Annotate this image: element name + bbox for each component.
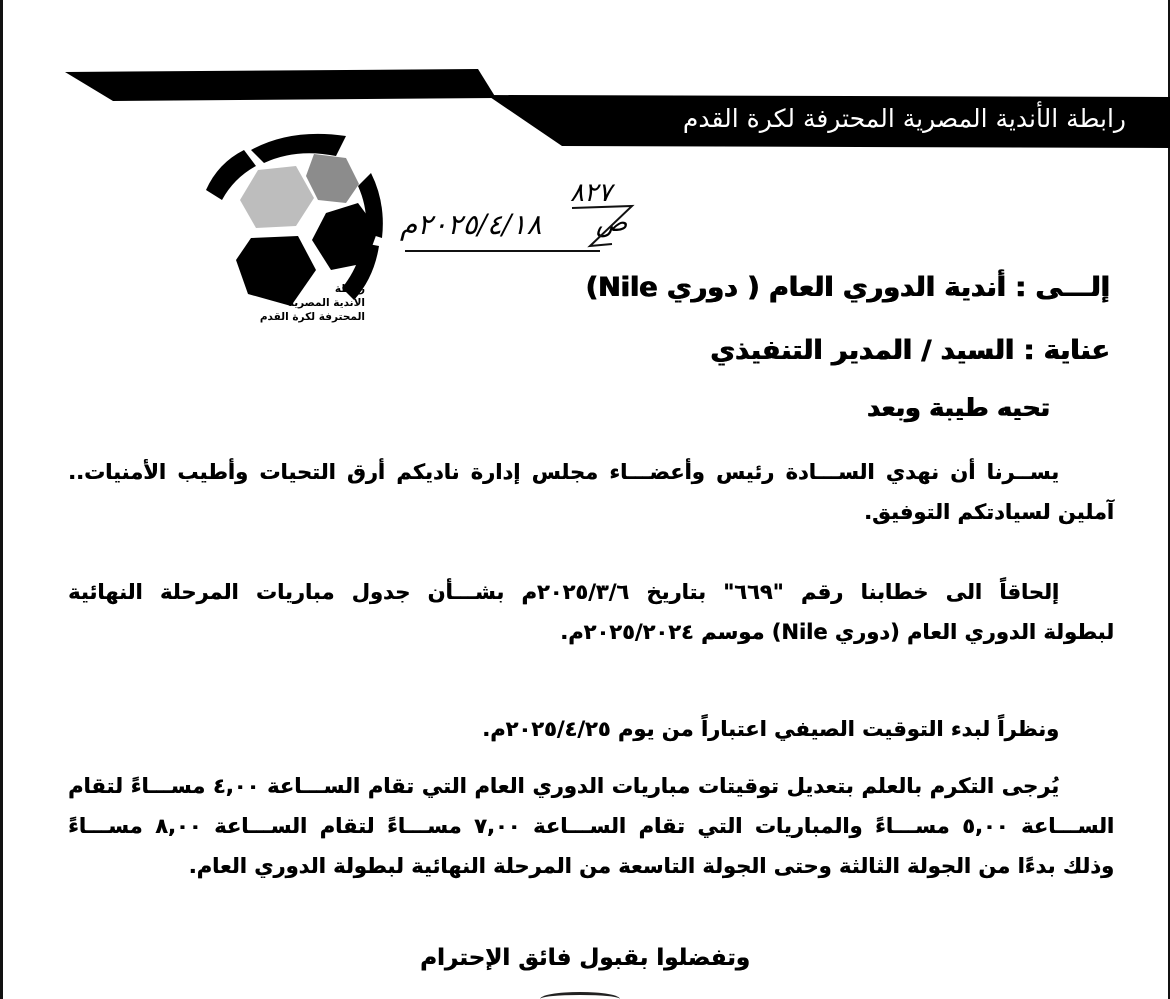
paragraph-line: يُرجى التكرم بالعلم بتعديل توقيتات مباريات الدوري العام التي تقام الســـاعة ٤,٠٠ مســـاءً لتقام	[68, 774, 1059, 798]
reference-number: ٨٢٧	[570, 178, 612, 208]
reference-fraction-stroke	[400, 178, 670, 258]
paragraph-line: لبطولة الدوري العام (دوري Nile) موسم ٢٠٢٥/٢٠٢٤م.	[560, 620, 1114, 644]
attention-label: عناية :	[1023, 335, 1110, 366]
organization-name: رابطة الأندية المصرية المحترفة لكرة القدم	[682, 104, 1126, 133]
paragraph-line: آملين لسيادتكم التوفيق.	[864, 500, 1114, 524]
stamp-edge	[540, 992, 620, 999]
paragraph-line: ونظراً لبدء التوقيت الصيفي اعتباراً من يوم ٢٠٢٥/٤/٢٥م.	[482, 717, 1059, 741]
greeting: تحيه طيبة وبعد	[867, 393, 1050, 422]
addressee-line	[586, 272, 1110, 303]
reference-prefix: ص	[596, 208, 628, 238]
reference-underline	[405, 250, 600, 252]
logo-caption-line: المحترفة لكرة القدم	[259, 311, 365, 323]
reference-block	[400, 178, 670, 258]
paragraph-reference	[68, 572, 1114, 652]
addressee-value: أندية الدوري العام ( دوري Nile)	[585, 272, 1006, 303]
paragraph-line: الســـاعة ٥,٠٠ مســـاءً والمباريات التي تقام الســـاعة ٧,٠٠ مســـاءً لتقام الســـاعة ٨,٠٠ مســـاءً	[68, 814, 1114, 838]
letterhead-banner	[0, 0, 1170, 160]
logo-caption	[215, 282, 365, 324]
logo-caption-line: رابطة	[334, 283, 365, 295]
attention-line	[710, 335, 1110, 366]
addressee-label: إلـــى :	[1015, 272, 1110, 303]
paragraph-greeting	[68, 452, 1114, 532]
reference-date: ٢٠٢٥/٤/١٨م	[400, 208, 542, 241]
logo-caption-line: الأندية المصرية	[287, 297, 365, 309]
paragraph-line: إلحاقاً الى خطابنا رقم "٦٦٩" بتاريخ ٢٠٢٥/٣/٦م بشـــأن جدول مباريات المرحلة النهائية	[68, 580, 1059, 604]
attention-value: السيد / المدير التنفيذي	[710, 335, 1015, 366]
closing-salutation: وتفضلوا بقبول فائق الإحترام	[420, 945, 750, 971]
paragraph-summer-time	[68, 709, 1114, 749]
paragraph-schedule-change	[68, 766, 1114, 886]
paragraph-line: يســرنا أن نهدي الســـادة رئيس وأعضـــاء مجلس إدارة ناديكم أرق التحيات وأطيب الأمنيات..	[68, 460, 1059, 484]
paragraph-line: وذلك بدءًا من الجولة الثالثة وحتى الجولة التاسعة من المرحلة النهائية لبطولة الدوري العام.	[188, 854, 1114, 878]
